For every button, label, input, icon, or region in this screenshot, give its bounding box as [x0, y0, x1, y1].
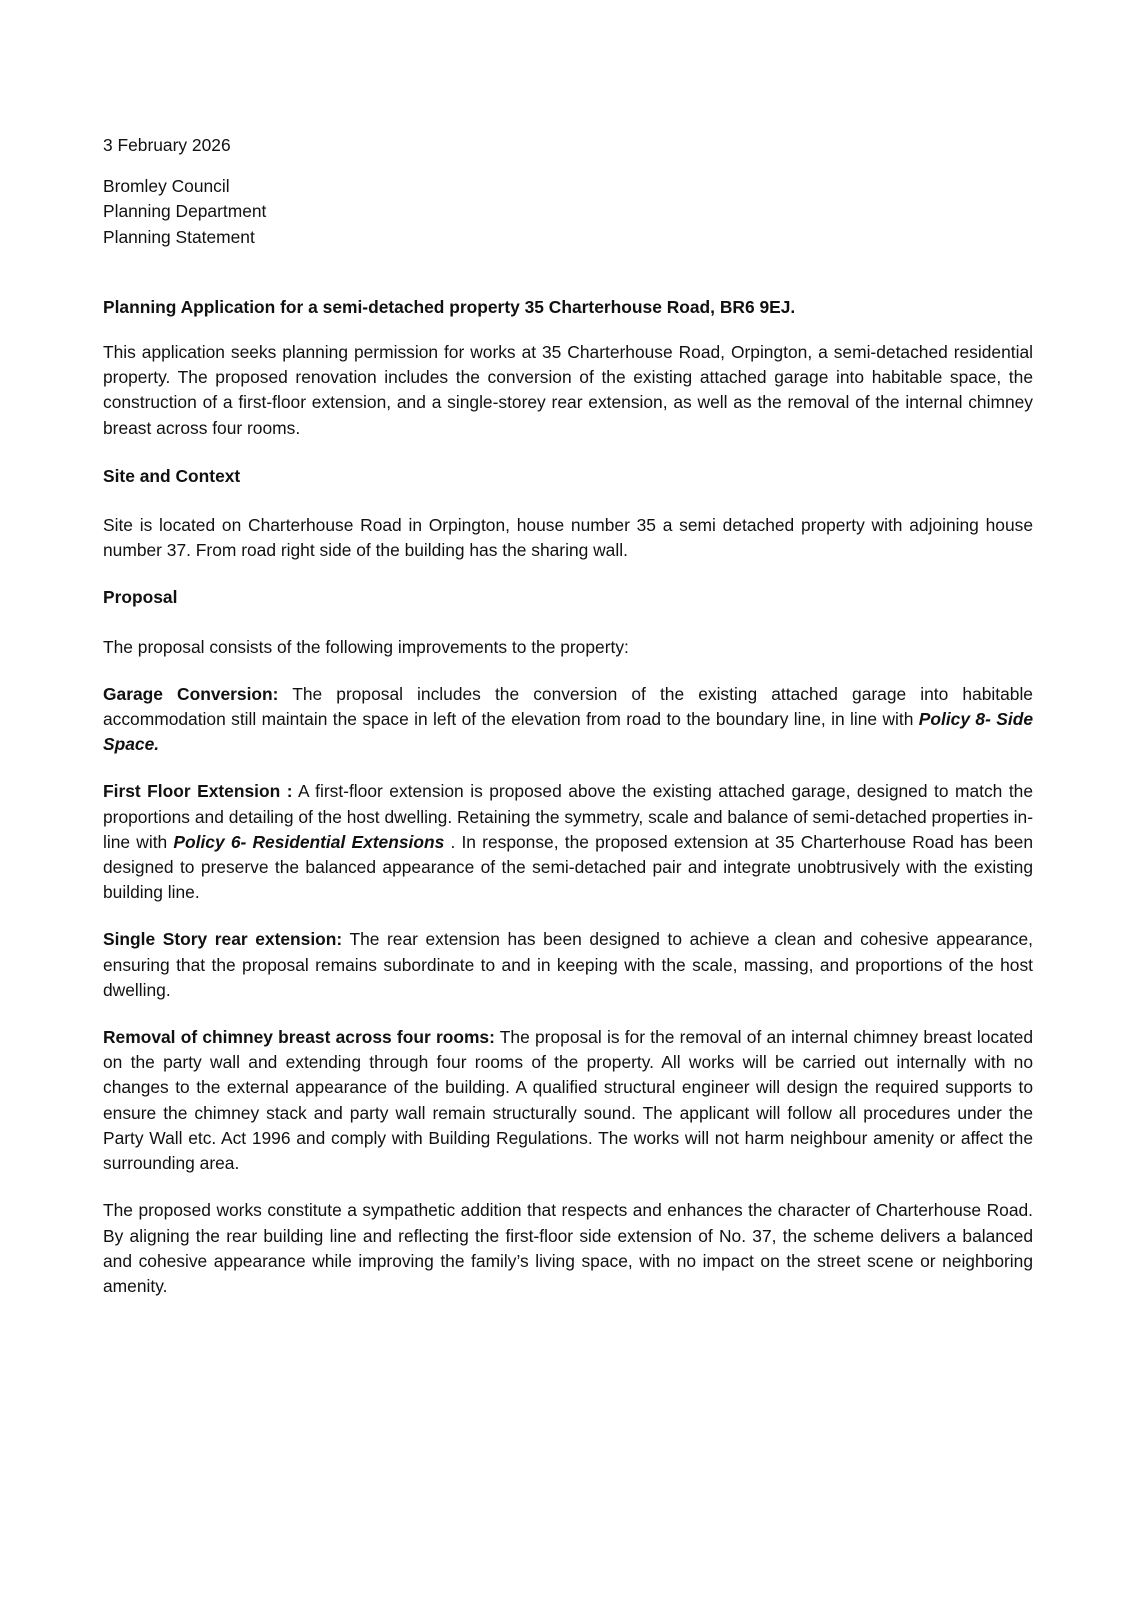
site-heading: Site and Context — [103, 465, 241, 486]
first-floor-extension-paragraph — [103, 779, 1033, 905]
rear-extension-lead: Single Story rear extension: — [103, 929, 343, 950]
recipient-address — [103, 174, 1033, 250]
first-floor-extension-lead: First Floor Extension : — [103, 781, 293, 802]
address-line-statement: Planning Statement — [103, 226, 255, 247]
chimney-removal-text: The proposal is for the removal of an internal chimney breast located on the party wall and extending through four rooms of the property. All works will be carried out internally with no changes to the external appearance of the building. A qualified structural engineer will design the required supports to ensure the chimney stack and party wall remain structurally sound. The applicant will follow all procedures under the Party Wall etc. Act 1996 and comply with Building Regulations. The works will not harm neighbour amenity or affect the surrounding area. — [103, 1027, 1033, 1174]
chimney-removal-lead: Removal of chimney breast across four rooms: — [103, 1027, 495, 1048]
proposal-intro: The proposal consists of the following improvements to the property: — [103, 636, 629, 657]
rear-extension-text: The rear extension has been designed to achieve a clean and cohesive appearance, ensuring that the proposal remains subordinate to and in keeping with the scale, massing, and proportions of the host dwelling. — [103, 929, 1033, 1000]
address-line-department: Planning Department — [103, 201, 267, 222]
conclusion-paragraph: The proposed works constitute a sympathetic addition that respects and enhances the character of Charterhouse Road. By aligning the rear building line and reflecting the first-floor side extension of No. 37, the scheme delivers a balanced and cohesive appearance while improving the family’s living space, with no impact on the street scene or neighboring amenity. — [103, 1200, 1033, 1296]
policy-residential-extensions: Policy 6- Residential Extensions — [173, 831, 445, 852]
proposal-heading: Proposal — [103, 587, 178, 608]
first-floor-extension-text: A first-floor extension is proposed above the existing attached garage, designed to match the proportions and detailing of the host dwelling. Retaining the symmetry, scale and balance of semi-detached properties in- line with — [103, 781, 1033, 852]
garage-conversion-paragraph — [103, 682, 1033, 758]
chimney-removal-paragraph — [103, 1025, 1033, 1176]
document-page — [103, 133, 1033, 1321]
garage-conversion-text: The proposal includes the conversion of the existing attached garage into habitable accommodation still maintain the space in left of the elevation from road to the boundary line, in line with — [103, 683, 1033, 730]
first-floor-extension-text-2: . In response, the proposed extension at 35 Charterhouse Road has been designed to preserve the balanced appearance of the semi-detached pair and integrate unobtrusively with the existing building line. — [103, 831, 1033, 903]
intro-paragraph: This application seeks planning permission for works at 35 Charterhouse Road, Orpington, a semi-detached residential property. The proposed renovation includes the conversion of the existing attached garage into habitable space, the construction of a first-floor extension, and a single-storey rear extension, as well as the removal of the internal chimney breast across four rooms. — [103, 342, 1033, 438]
policy-side-space: Policy 8- Side Space. — [103, 709, 1033, 755]
rear-extension-paragraph — [103, 927, 1033, 1003]
address-line-council: Bromley Council — [103, 176, 230, 197]
letter-date: 3 February 2026 — [103, 135, 231, 155]
garage-conversion-lead: Garage Conversion: — [103, 683, 279, 704]
application-title: Planning Application for a semi-detached property 35 Charterhouse Road, BR6 9EJ. — [103, 296, 796, 317]
site-paragraph: Site is located on Charterhouse Road in Orpington, house number 35 a semi detached property with adjoining house number 37. From road right side of the building has the sharing wall. — [103, 515, 1033, 561]
